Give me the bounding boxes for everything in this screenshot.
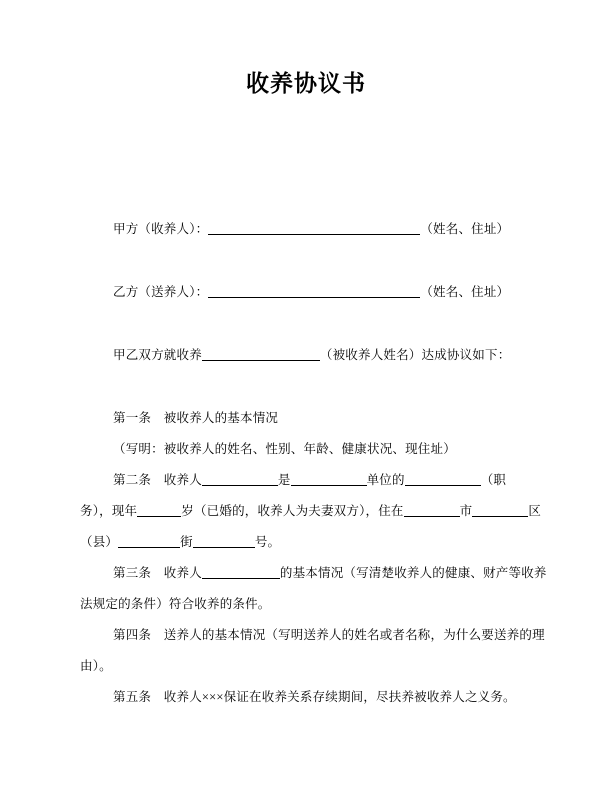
- paragraph-text: （写明：被收养人的姓名、性别、年龄、健康状况、现住址）: [113, 442, 456, 456]
- paragraph-text: （职: [480, 473, 507, 487]
- fill-in-blank-line: [202, 566, 280, 579]
- fill-in-blank-line: [137, 504, 181, 517]
- article-2-clause: [80, 465, 542, 558]
- text-line: [80, 214, 536, 245]
- paragraph-text: 乙方（送养人）：: [113, 285, 209, 299]
- paragraph-text: 号。: [254, 535, 281, 549]
- fill-in-blank-line: [291, 473, 367, 486]
- article-1-note: [80, 434, 536, 465]
- party-a-line: [80, 214, 536, 245]
- article-1-heading: [80, 403, 536, 434]
- paragraph-text: 由）。: [80, 659, 112, 673]
- text-line: [80, 403, 536, 434]
- fill-in-blank-line: [202, 348, 320, 361]
- text-line: [80, 620, 545, 651]
- paragraph-text: 第二条 收养人: [113, 473, 202, 487]
- fill-in-blank-line: [193, 535, 255, 548]
- fill-in-blank-line: [202, 473, 278, 486]
- paragraph-text: 街: [180, 535, 193, 549]
- paragraph-text: （被收养人姓名）达成协议如下：: [319, 348, 511, 362]
- paragraph-text: 甲乙双方就收养: [113, 348, 202, 362]
- paragraph-text: （姓名、住址）: [420, 222, 510, 236]
- paragraph-text: 第五条 收养人×××保证在收养关系存续期间，尽扶养被收养人之义务。: [113, 690, 516, 704]
- article-5-clause: [80, 682, 536, 713]
- fill-in-blank-line: [472, 504, 528, 517]
- paragraph-text: 岁（已婚的，收养人为夫妻双方），住在: [181, 504, 404, 518]
- text-line: [80, 527, 536, 558]
- text-line: [80, 277, 536, 308]
- text-line: [80, 340, 536, 371]
- paragraph-text: （姓名、住址）: [420, 285, 510, 299]
- paragraph-text: 第三条 收养人: [113, 566, 202, 580]
- text-line: [80, 589, 536, 620]
- text-line: [80, 651, 536, 682]
- paragraph-text: 甲方（收养人）：: [113, 222, 209, 236]
- article-4-clause: [80, 620, 545, 682]
- fill-in-blank-line: [118, 535, 180, 548]
- article-3-clause: [80, 558, 547, 620]
- paragraph-text: 是: [277, 473, 291, 487]
- fill-in-blank-line: [404, 504, 460, 517]
- document-title: 收养协议书: [246, 70, 366, 96]
- fill-in-blank-line: [208, 285, 420, 298]
- paragraph-text: （县）: [80, 535, 119, 549]
- text-line: [80, 465, 536, 496]
- paragraph-text: 第四条 送养人的基本情况（写明送养人的姓名或者名称，为什么要送养的理: [113, 628, 545, 642]
- text-line: [80, 496, 542, 527]
- paragraph-text: 的基本情况（写清楚收养人的健康、财产等收养: [279, 566, 547, 580]
- paragraph-text: 第一条 被收养人的基本情况: [113, 411, 279, 425]
- preamble-line: [80, 340, 536, 371]
- fill-in-blank-line: [405, 473, 481, 486]
- paragraph-text: 区: [528, 504, 542, 518]
- party-b-line: [80, 277, 536, 308]
- paragraph-text: 法规定的条件）符合收养的条件。: [80, 597, 271, 611]
- paragraph-text: 单位的: [366, 473, 405, 487]
- document-body: [80, 214, 547, 713]
- fill-in-blank-line: [208, 222, 420, 235]
- text-line: [80, 682, 536, 713]
- paragraph-text: 市: [459, 504, 473, 518]
- text-line: [80, 558, 547, 589]
- paragraph-text: 务），现年: [80, 504, 138, 518]
- text-line: [80, 434, 536, 465]
